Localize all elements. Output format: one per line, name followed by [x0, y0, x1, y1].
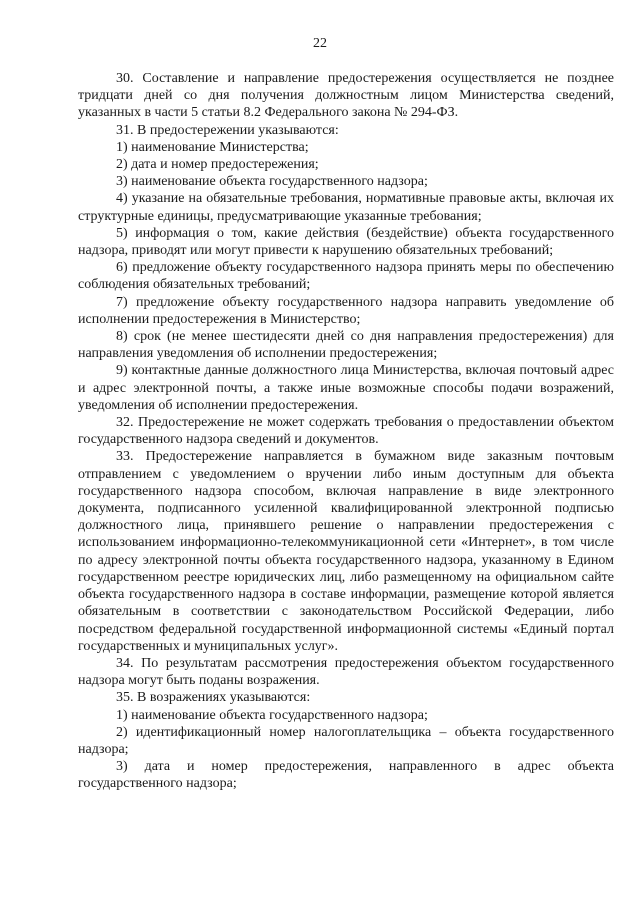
paragraph-31: 31. В предостережении указываются: — [116, 122, 339, 138]
document-body — [78, 70, 614, 793]
list-item-31-3: 3) наименование объекта государственного надзора; — [116, 174, 428, 190]
paragraph-35: 35. В возражениях указываются: — [116, 690, 311, 706]
list-item-31-9: 9) контактные данные должностного лица Министерства, включая почтовый адрес и адрес электронной почты, а также иные возможные способы подачи возражений, уведомления об исполнении предостережения. — [78, 363, 614, 413]
list-item-35-3: 3) дата и номер предостережения, направленного в адрес объекта государственного надзора; — [78, 759, 614, 792]
list-item-35-1: 1) наименование объекта государственного надзора; — [116, 707, 428, 723]
list-item-31-5: 5) информация о том, какие действия (бездействие) объекта государственного надзора, приводят или могут привести к нарушению обязательных требований; — [78, 225, 614, 259]
list-item-31-8: 8) срок (не менее шестидесяти дней со дня направления предостережения) для направления уведомления об исполнении предостережения; — [78, 329, 614, 362]
paragraph-33: 33. Предостережение направляется в бумажном виде заказным почтовым отправлением с уведомлением о вручении либо иным доступным для объекта государственного надзора способом, включая направление в виде электронного документа, подписанного усиленной квалифицированной электронной подписью должностного лица, принявшего решение о направлении предостережения с использованием информационно-телекоммуникационной сети «Интернет», в том числе по адресу электронной почты объекта государственного надзора, указанному в Едином государственном реестре юридических лиц, либо размещенному на официальном сайте объекта государственного надзора в составе информации, размещение которой является обязательным в соответствии с законодательством Российской Федерации, либо посредством федеральной государственной информационной системы «Единый портал государственных и муниципальных услуг». — [78, 449, 614, 654]
paragraph-32: 32. Предостережение не может содержать требования о предоставлении объектом государственного надзора сведений и документов. — [78, 415, 614, 448]
paragraph-30: 30. Составление и направление предостережения осуществляется не позднее тридцати дней со дня получения должностным лицом Министерства сведений, указанных в части 5 статьи 8.2 Федерального закона № 294-ФЗ. — [78, 71, 614, 121]
list-item-31-1: 1) наименование Министерства; — [116, 139, 309, 155]
list-item-31-6: 6) предложение объекту государственного надзора принять меры по обеспечению соблюдения обязательных требований; — [78, 260, 614, 293]
list-item-35-2: 2) идентификационный номер налогоплательщика – объекта государственного надзора; — [78, 724, 614, 757]
list-item-31-2: 2) дата и номер предостережения; — [116, 157, 319, 173]
page-number: 22 — [313, 36, 327, 51]
list-item-31-4: 4) указание на обязательные требования, нормативные правовые акты, включая их структурные единицы, предусматривающие указанные требования; — [78, 191, 614, 224]
paragraph-34: 34. По результатам рассмотрения предостережения объектом государственного надзора могут быть поданы возражения. — [78, 655, 614, 689]
list-item-31-7: 7) предложение объекту государственного надзора направить уведомление об исполнении предостережения в Министерство; — [78, 294, 614, 327]
